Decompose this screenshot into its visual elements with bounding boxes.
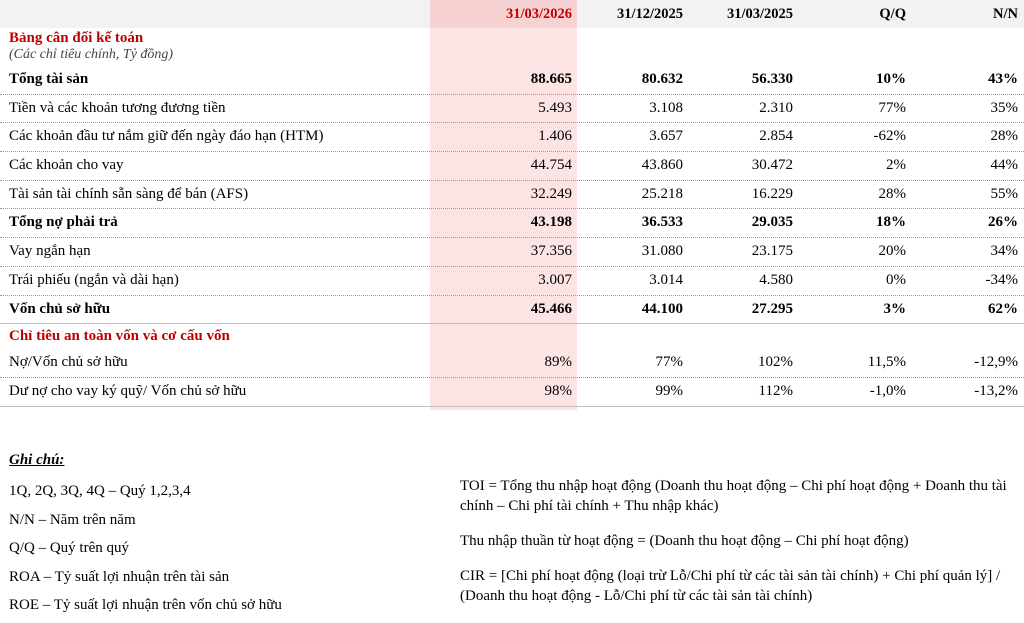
row-value: 56.330: [751, 71, 793, 87]
row-value: 5.493: [538, 99, 572, 116]
row-value: 32.249: [530, 185, 572, 202]
row-value: 1.406: [538, 128, 572, 145]
row-value: 112%: [758, 382, 793, 399]
section-title: Bảng cân đối kế toán: [9, 30, 144, 46]
note-line: ROE – Tỷ suất lợi nhuận trên vốn chủ sở hữu: [9, 597, 282, 613]
note-line: Q/Q – Quý trên quý: [9, 540, 129, 556]
row-label: Dư nợ cho vay ký quỹ/ Vốn chủ sở hữu: [9, 382, 247, 399]
table-row: [0, 349, 1024, 378]
table-row: [0, 152, 1024, 181]
row-value: 23.175: [751, 243, 793, 260]
row-value: 88.665: [530, 71, 572, 87]
table-row: [0, 123, 1024, 152]
row-value: 3.108: [649, 99, 683, 116]
row-value: -62%: [873, 128, 906, 145]
note-line: 1Q, 2Q, 3Q, 4Q – Quý 1,2,3,4: [9, 483, 191, 499]
row-value: 44%: [990, 157, 1018, 174]
row-label: Vốn chủ sở hữu: [9, 300, 111, 317]
row-value: 3%: [883, 300, 906, 317]
notes-title: Ghi chú:: [9, 452, 65, 468]
table-row: [0, 66, 1024, 95]
table-header: [0, 0, 1024, 28]
row-value: -1,0%: [869, 382, 906, 399]
row-value: 2%: [886, 157, 906, 174]
row-value: 2.310: [759, 99, 793, 116]
header-col-31-03-2026: 31/03/2026: [505, 6, 572, 22]
row-value: 36.533: [641, 214, 683, 231]
row-label: Các khoản cho vay: [9, 157, 124, 174]
row-value: 45.466: [530, 300, 572, 317]
header-col-nn: N/N: [993, 6, 1018, 22]
row-value: 11,5%: [867, 354, 906, 371]
row-value: -12,9%: [974, 354, 1018, 371]
row-value: 28%: [878, 185, 906, 202]
row-value: 16.229: [751, 185, 793, 202]
row-value: 31.080: [641, 243, 683, 260]
row-value: 30.472: [751, 157, 793, 174]
section-title: Chỉ tiêu an toàn vốn và cơ cấu vốn: [9, 328, 230, 345]
row-value: 3.014: [649, 271, 683, 288]
row-value: 20%: [878, 243, 906, 260]
row-value: 35%: [990, 99, 1018, 116]
header-col-qq: Q/Q: [879, 6, 906, 22]
section-header-capital-safety: [0, 324, 1024, 349]
row-value: 34%: [990, 243, 1018, 260]
row-value: 102%: [758, 354, 793, 371]
table-row: [0, 95, 1024, 124]
row-value: 4.580: [759, 271, 793, 288]
row-value: 80.632: [641, 71, 683, 87]
section-subtitle: (Các chỉ tiêu chính, Tỷ đồng): [9, 47, 174, 62]
row-value: 28%: [990, 128, 1018, 145]
header-col-31-12-2025: 31/12/2025: [616, 6, 683, 22]
row-value: 18%: [876, 214, 906, 231]
table-row: [0, 209, 1024, 238]
row-value: 3.657: [649, 128, 683, 145]
row-value: -13,2%: [974, 382, 1018, 399]
section-header-balance-sheet: [0, 28, 1024, 66]
table-row: [0, 296, 1024, 325]
row-value: 43.198: [530, 214, 572, 231]
table-row: [0, 181, 1024, 210]
table-row: [0, 238, 1024, 267]
row-label: Trái phiếu (ngắn và dài hạn): [9, 271, 179, 288]
row-label: Tài sản tài chính sẵn sàng để bán (AFS): [9, 185, 249, 202]
row-value: -34%: [985, 271, 1018, 288]
note-line: ROA – Tỷ suất lợi nhuận trên tài sản: [9, 569, 230, 585]
row-value: 43.860: [641, 157, 683, 174]
row-value: 99%: [655, 382, 683, 399]
row-label: Các khoản đầu tư nắm giữ đến ngày đáo hạn (HTM): [9, 128, 324, 145]
definition-cir: CIR = [Chi phí hoạt động (loại trừ Lỗ/Chi phí từ các tài sản tài chính) + Chi phí quản lý] / (Doanh thu hoạt động - Lỗ/Chi phí từ các tài sản tài chính): [460, 568, 1001, 604]
row-value: 62%: [988, 300, 1018, 317]
row-value: 25.218: [641, 185, 683, 202]
row-value: 44.100: [641, 300, 683, 317]
row-value: 77%: [655, 354, 683, 371]
row-value: 26%: [988, 214, 1018, 231]
row-value: 29.035: [751, 214, 793, 231]
note-line: N/N – Năm trên năm: [9, 512, 136, 528]
row-value: 3.007: [538, 271, 572, 288]
row-value: 89%: [544, 354, 572, 371]
row-value: 43%: [988, 71, 1018, 87]
row-label: Vay ngắn hạn: [9, 243, 91, 260]
row-value: 27.295: [751, 300, 793, 317]
row-label: Tổng nợ phải trả: [9, 214, 118, 231]
row-label: Tổng tài sản: [9, 71, 89, 87]
definition-net-operating-income: Thu nhập thuần từ hoạt động = (Doanh thu hoạt động – Chi phí hoạt động): [460, 533, 909, 549]
row-label: Tiền và các khoản tương đương tiền: [9, 99, 226, 116]
table-row: [0, 267, 1024, 296]
row-value: 77%: [878, 99, 906, 116]
table-row: [0, 378, 1024, 407]
row-value: 2.854: [759, 128, 793, 145]
header-col-31-03-2025: 31/03/2025: [726, 6, 793, 22]
row-label: Nợ/Vốn chủ sở hữu: [9, 354, 128, 371]
row-value: 37.356: [530, 243, 572, 260]
definitions-section: [460, 476, 1010, 621]
row-value: 98%: [544, 382, 572, 399]
row-value: 0%: [886, 271, 906, 288]
row-value: 55%: [990, 185, 1018, 202]
row-value: 10%: [876, 71, 906, 87]
balance-sheet-table: [0, 28, 1024, 407]
definition-toi: TOI = Tổng thu nhập hoạt động (Doanh thu hoạt động – Chi phí hoạt động + Doanh thu tài chính – Chi phí tài chính + Thu nhập khác): [460, 478, 1007, 514]
row-value: 44.754: [530, 157, 572, 174]
